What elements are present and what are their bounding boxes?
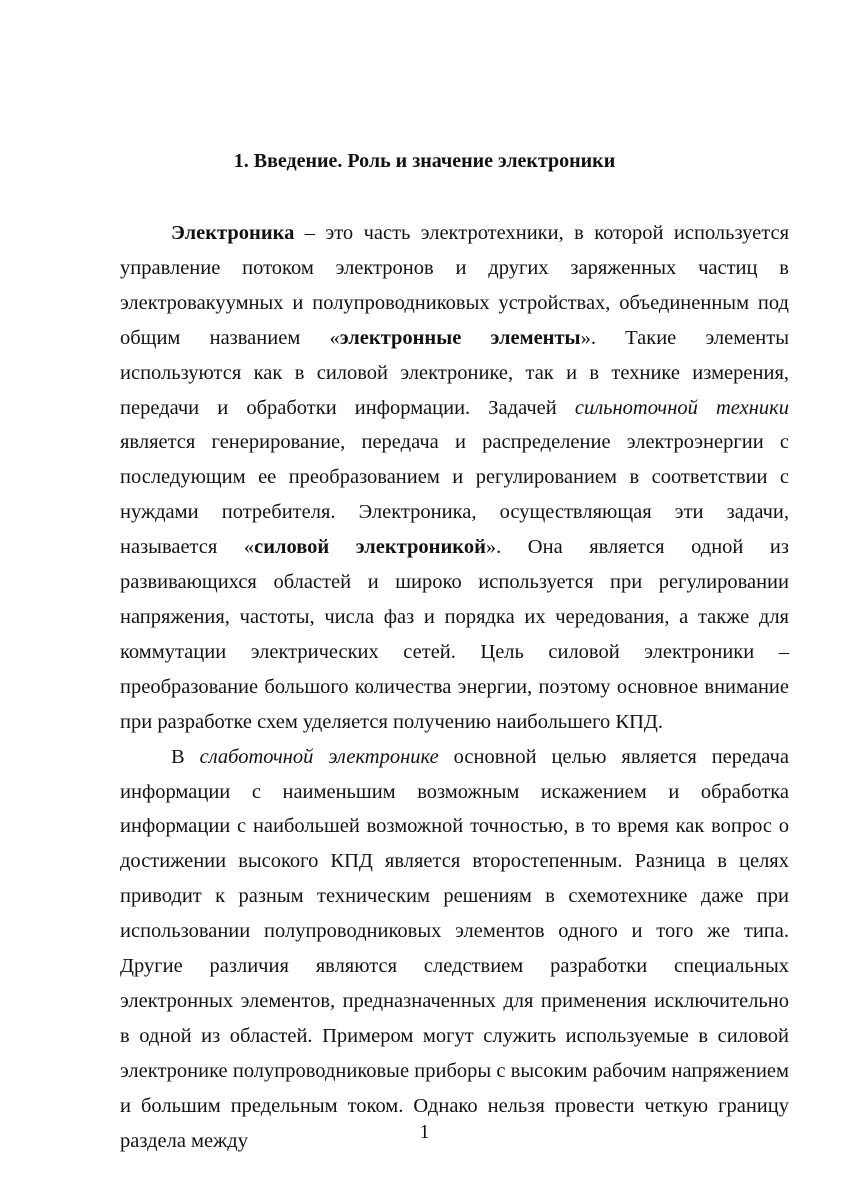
term-italic: сильноточной техники	[574, 396, 789, 419]
text-run: является генерирование, передача и распределение электроэнергии с последующим ее преобразованием и регулированием в соответствии с нуждами потребителя. Электроника, осуществляющая эти задачи, называется «	[120, 431, 789, 559]
term-bold: Электроника	[171, 222, 295, 244]
term-bold: силовой электроникой	[254, 536, 486, 559]
term-bold: электронные элементы	[339, 326, 581, 349]
paragraph	[120, 216, 789, 740]
page-number: 1	[419, 1121, 430, 1143]
term-italic: слаботочной электронике	[199, 745, 439, 768]
text-run: основной целью является передача информации с наименьшим возможным искажением и обработка информации с наибольшей возможной точностью, в то время как вопрос о достижении высокого КПД является второстепенным. Разница в целях приводит к разным техническим решениям в схемотехнике даже при использовании полупроводниковых элементов одного и того же типа. Другие различия являются следствием разработки специальных электронных элементов, предназначенных для применения исключительно в одной из областей. Примером могут служить используемые в силовой электронике полупроводниковые приборы с высоким рабочим напряжением и большим предельным током. Однако нельзя провести четкую границу раздела между	[120, 745, 789, 1152]
section-heading: 1. Введение. Роль и значение электроники	[233, 150, 616, 172]
text-run: – это часть электротехники, в которой используется управление потоком электронов и других заряженных частиц в электровакуумных и полупроводниковых устройствах, объединенным под общим названием «	[120, 222, 789, 349]
text-run: ». Она является одной из развивающихся областей и широко используется при регулировании напряжения, частоты, числа фаз и порядка их чередования, а также для коммутации электрических сетей. Цель силовой электроники – преобразование большого количества энергии, поэтому основное внимание при разработке схем уделяется получению наибольшего КПД.	[120, 536, 789, 733]
paragraph	[120, 740, 789, 1159]
text-run: ». Такие элементы используются как в силовой электронике, так и в технике измерения, передачи и обработки информации. Задачей	[120, 326, 789, 419]
body-text	[120, 216, 789, 1158]
text-run: В	[171, 745, 200, 768]
